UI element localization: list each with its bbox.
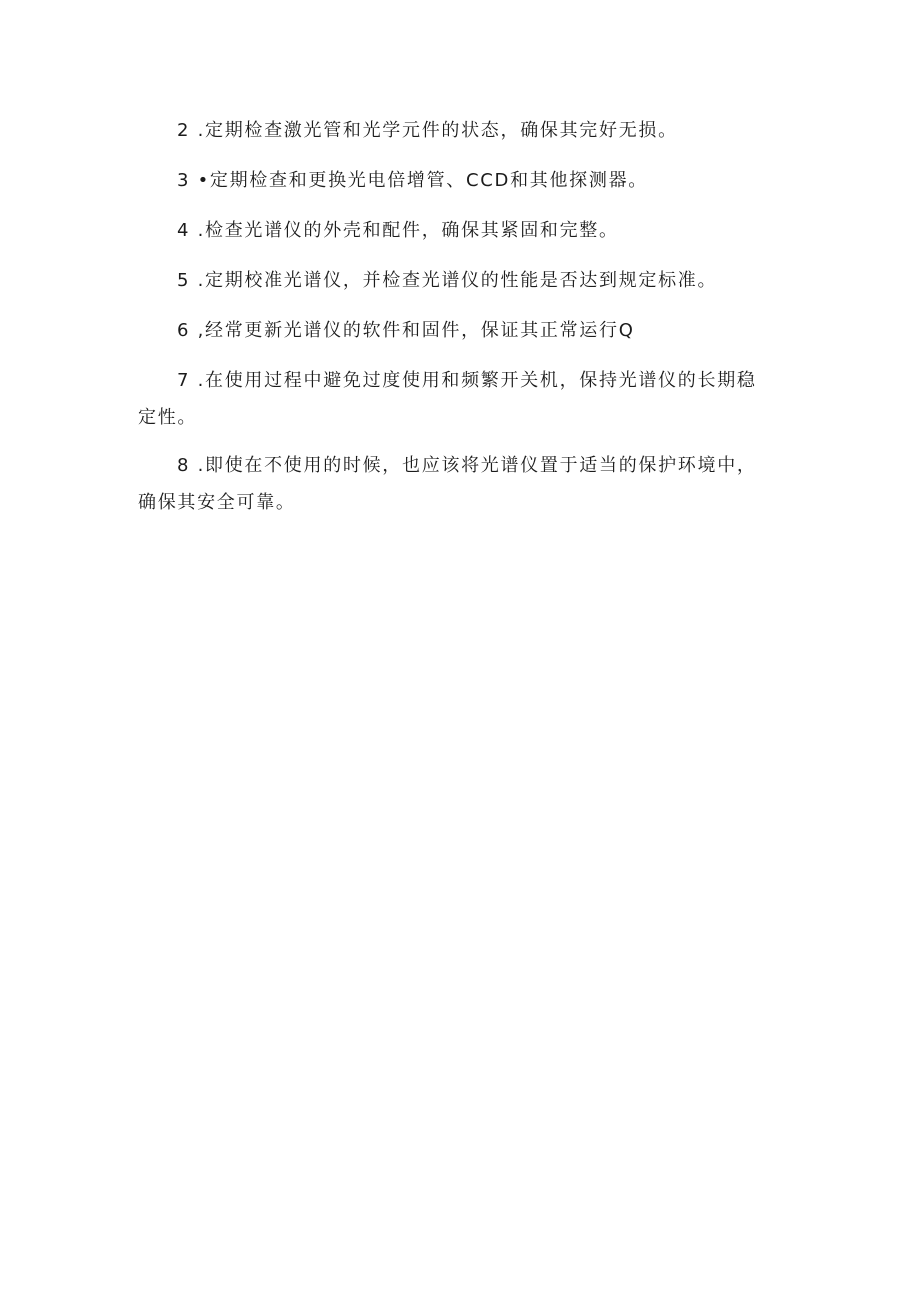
list-item-text: 8 .即使在不使用的时候，也应该将光谱仪置于适当的保护环境中， [177,455,757,476]
list-item-text: 2 .定期检查激光管和光学元件的状态，确保其完好无损。 [177,120,678,141]
list-item [138,262,920,299]
list-item-text: 6 ,经常更新光谱仪的软件和固件，保证其正常运行Q [177,320,635,341]
list-item-continuation: 定性。 [138,407,198,428]
maintenance-list [138,112,920,521]
list-item [138,212,920,249]
list-item-text: 7 .在使用过程中避免过度使用和频繁开关机，保持光谱仪的长期稳 [177,370,757,391]
list-item-text: 3 •定期检查和更换光电倍增管、CCD和其他探测器。 [177,170,648,191]
list-item [138,162,920,199]
list-item [138,112,920,149]
list-item [138,312,920,349]
list-item-text: 5 .定期校准光谱仪，并检查光谱仪的性能是否达到规定标准。 [177,270,718,291]
list-item [138,447,920,521]
list-item-text: 4 .检查光谱仪的外壳和配件，确保其紧固和完整。 [177,220,619,241]
list-item-continuation: 确保其安全可靠。 [138,492,296,513]
list-item [138,362,920,436]
